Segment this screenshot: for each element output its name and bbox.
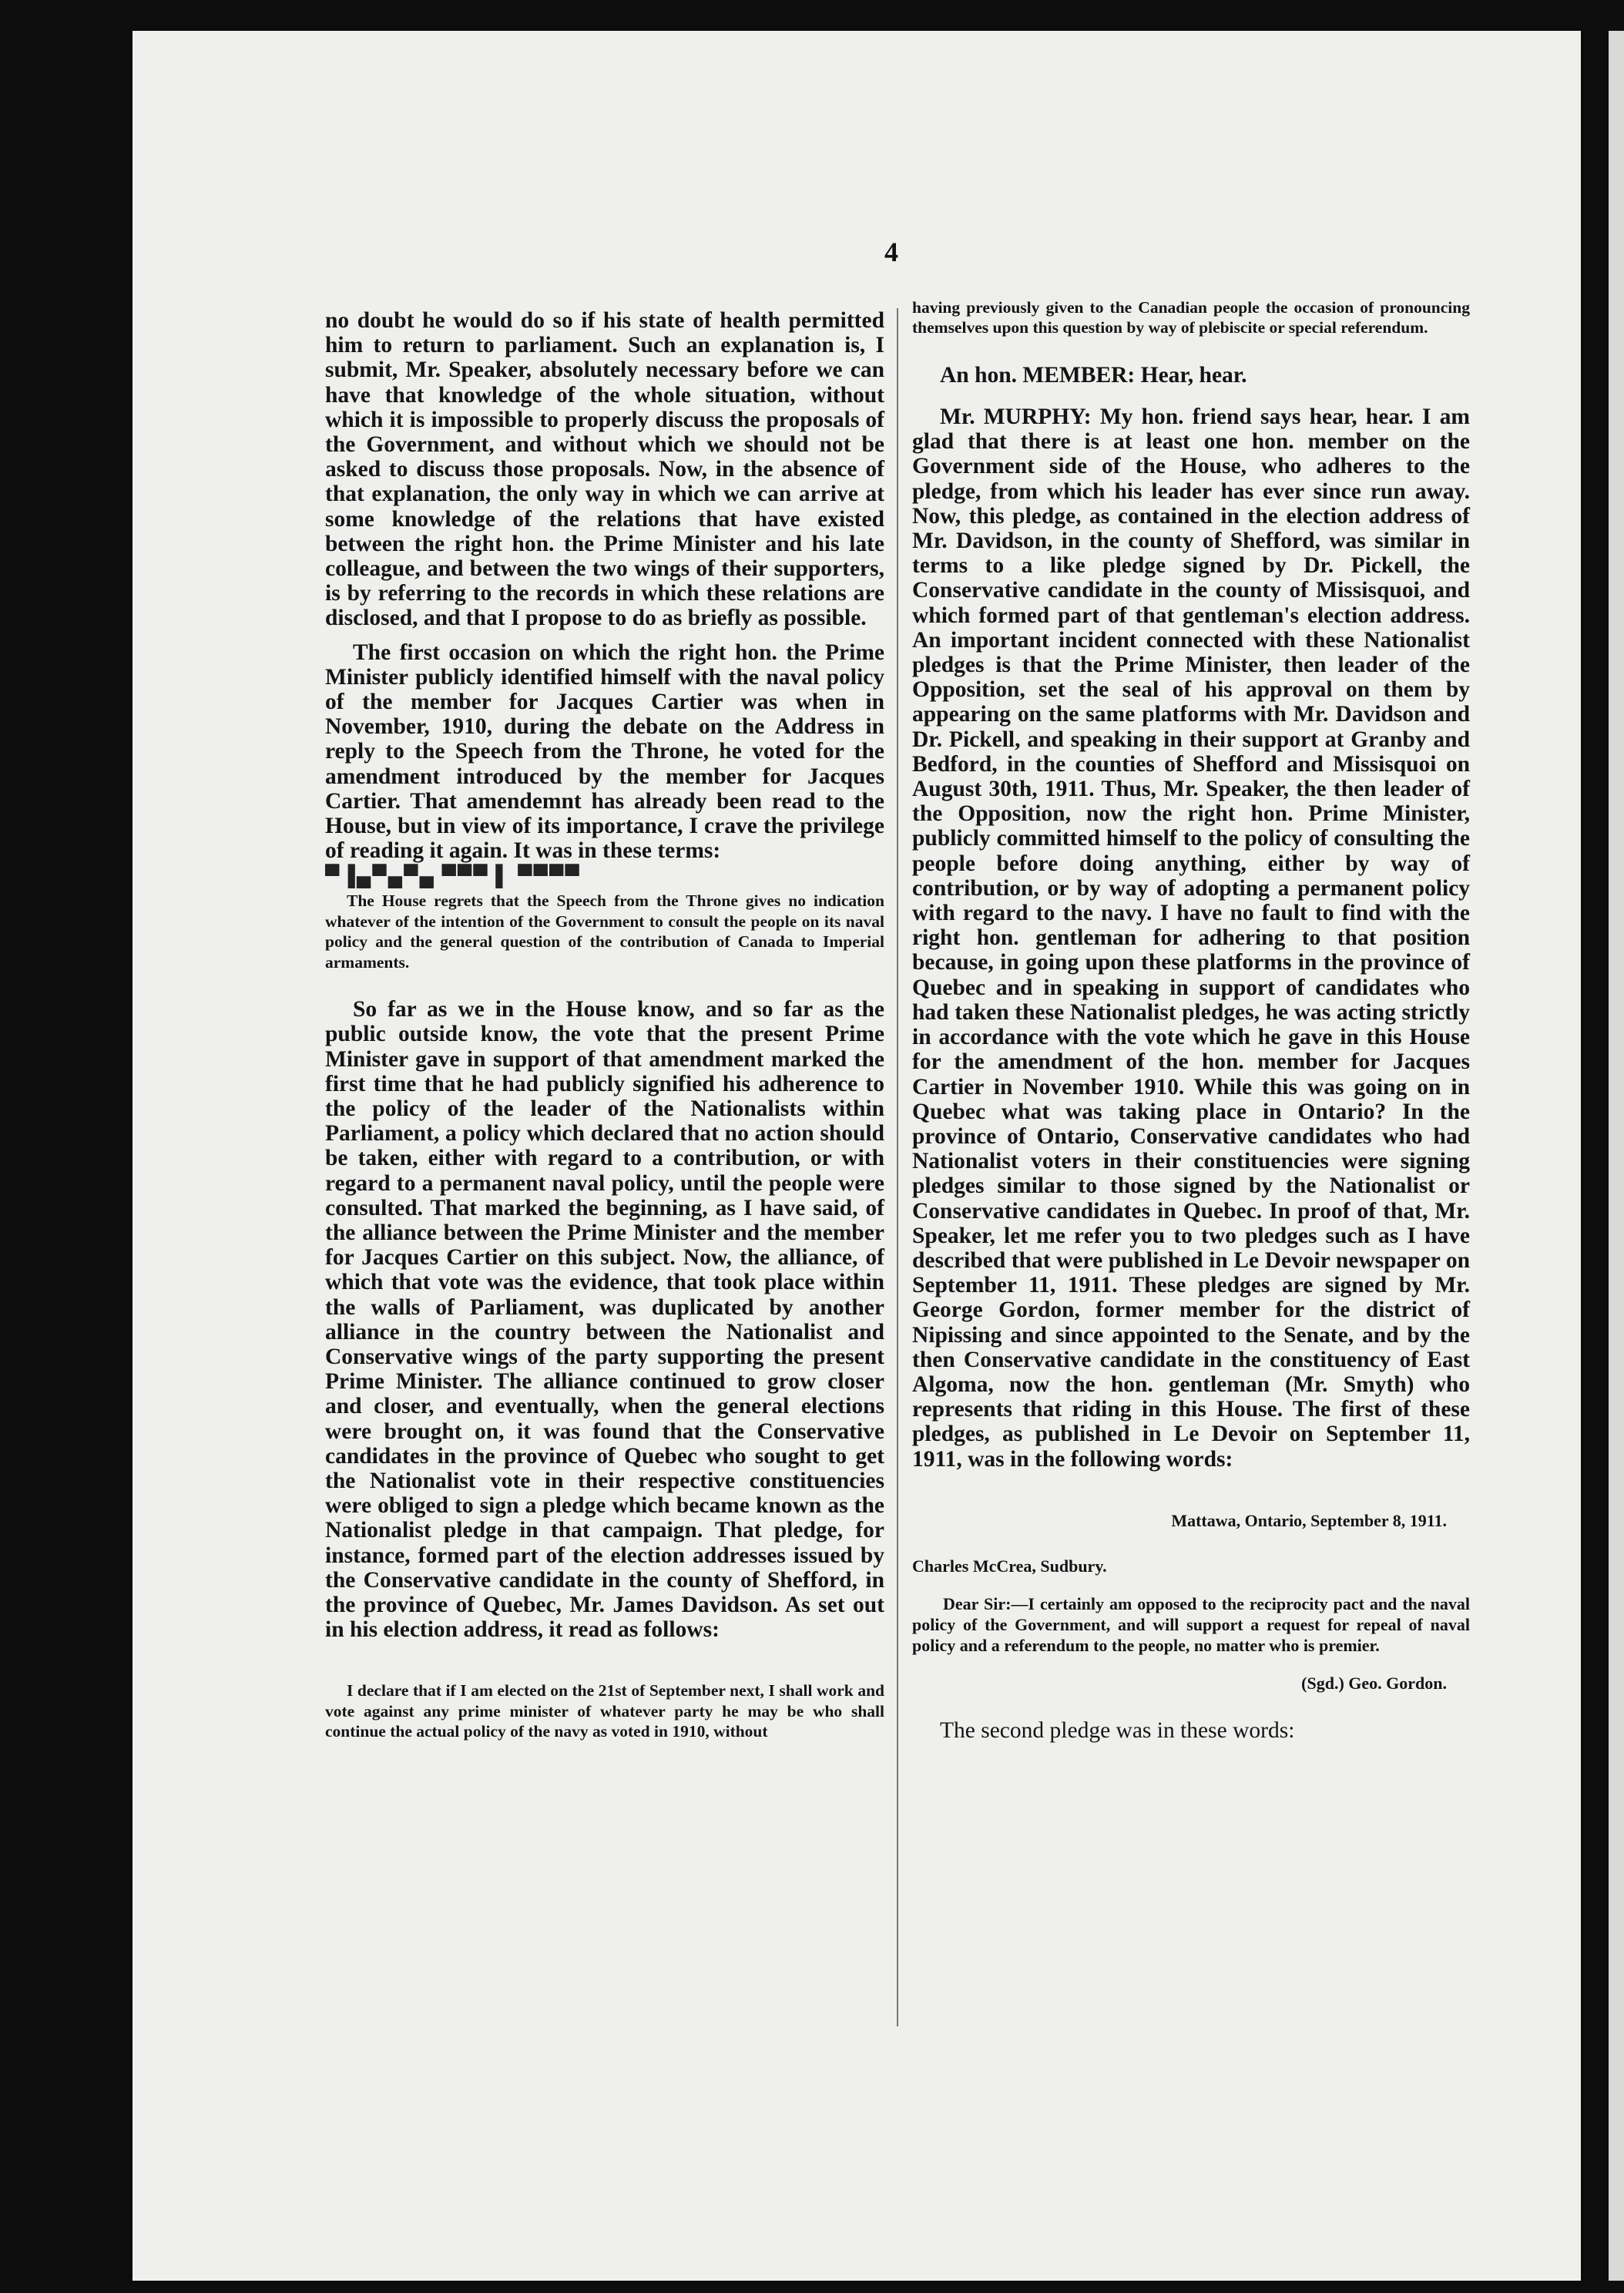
adjacent-page-edge: [1609, 31, 1624, 2281]
letter-dateline: Mattawa, Ontario, September 8, 1911.: [1171, 1510, 1447, 1530]
garbled-scan-line: ▀▐▄▀▄▀▄ ▀▀▀ ▌ ▀▀▀▀: [325, 864, 581, 888]
right-column: [912, 297, 1470, 1743]
paragraph: Mr. MURPHY: My hon. friend says hear, hear. I am glad that there is at least one hon. member on the Government side of the House, who adheres to the pledge, from which his leader has ever since run away. Now, this pledge, as contained in the election address of Mr. Davidson, in the county of Shefford, was similar in terms to a like pledge signed by Dr. Pickell, the Conservative candidate in the county of Missisquoi, and which formed part of that gentleman's election address. An important incident connected with these Nationalist pledges is that the Prime Minister, then leader of the Opposition, set the seal of his approval on them by appearing on the same platforms with Mr. Davidson and Dr. Pickell, and speaking in their support at Granby and Bedford, in the counties of Shefford and Missisquoi on August 30th, 1911. Thus, Mr. Speaker, the then leader of the Opposition, now the right hon. Prime Minister, publicly committed himself to the policy of consulting the people before doing anything, either by way of contribution, or by way of adopting a permanent policy with regard to the navy. I have no fault to find with the right hon. gentleman for adhering to that position because, in going upon these platforms in the province of Quebec and in speaking in support of candidates who had taken these Nationalist pledges, he was acting strictly in accordance with the vote which he gave in this House for the amendment of the hon. member for Jacques Cartier in November 1910. While this was going on in Quebec what was taking place in Ontario? In the province of Ontario, Conservative candidates who had Nationalist voters in their constituencies were signing pledges similar to those signed by the Nationalist or Conservative candidates in Quebec. In proof of that, Mr. Speaker, let me refer you to two pledges such as I have described that were published in Le Devoir newspaper on September 11, 1911. These pledges are signed by Mr. George Gordon, former member for the district of Nipissing and since appointed to the Senate, and by the then Conservative candidate in the constituency of East Algoma, now the hon. gentleman (Mr. Smyth) who represents that riding in this House. The first of these pledges, as published in Le Devoir on September 11, 1911, was in the following words:: [912, 405, 1470, 1472]
amendment-quote: The House regrets that the Speech from the Throne gives no indication whatever of the intention of the Government to consult the people on its naval policy and the general question of the contribution of Canada to Imperial armaments.: [325, 891, 884, 972]
pledge-quote-continued: having previously given to the Canadian people the occasion of pronouncing themselves upon this question by way of plebiscite or special referendum.: [912, 298, 1470, 337]
letter-body: Dear Sir:—I certainly am opposed to the reciprocity pact and the naval policy of the Government, and will support a request for repeal of naval policy and a referendum to the people, no matter who is premier.: [912, 1593, 1470, 1655]
page-number: 4: [884, 237, 898, 267]
paragraph: So far as we in the House know, and so far as the public outside know, the vote that the present Prime Minister gave in support of that amendment marked the first time that he had publicly signified his adherence to the policy of the leader of the Nationalists within Parliament, a policy which declared that no action should be taken, either with regard to a contribution, or with regard to a permanent naval policy, until the people were consulted. That marked the beginning, as I have said, of the alliance between the Prime Minister and the member for Jacques Cartier on this subject. Now, the alliance, of which that vote was the evidence, that took place within the walls of Parliament, was duplicated by another alliance in the country between the Nationalist and Conservative wings of the party supporting the present Prime Minister. The alliance continued to grow closer and closer, and eventually, when the general elections were brought on, it was found that the Conservative candidates in the province of Quebec who sought to get the Nationalist vote in their respective constituencies were obliged to sign a pledge which became known as the Nationalist pledge in that campaign. That pledge, for instance, formed part of the election addresses issued by the Conservative candidate in the county of Shefford, in the province of Quebec, Mr. James Davidson. As set out in his election address, it read as follows:: [325, 997, 884, 1643]
interjection: An hon. MEMBER: Hear, hear.: [940, 362, 1247, 388]
closing-line: The second pledge was in these words:: [940, 1717, 1295, 1743]
paragraph: The first occasion on which the right hon. the Prime Minister publicly identified himself with the naval policy of the member for Jacques Cartier was when in November, 1910, during the debate on the Address in reply to the Speech from the Throne, he voted for the amendment introduced by the member for Jacques Cartier. That amendemnt has already been read to the House, but in view of its importance, I crave the privilege of reading it again. It was in these terms:: [325, 640, 884, 864]
letter-signature: (Sgd.) Geo. Gordon.: [1301, 1673, 1447, 1693]
pledge-quote: I declare that if I am elected on the 21st of September next, I shall work and vote against any prime minister of whatever party he may be who shall continue the actual policy of the navy as voted in 1910, without: [325, 1681, 884, 1741]
paragraph: no doubt he would do so if his state of health permitted him to return to parliament. Such an explanation is, I submit, Mr. Speaker, absolutely necessary before we can have that knowledge of the whole situation, without which it is impossible to properly discuss the proposals of the Government, and without which we should not be asked to discuss those proposals. Now, in the absence of that explanation, the only way in which we can arrive at some knowledge of the relations that have existed between the right hon. the Prime Minister and his late colleague, and between the two wings of their supporters, is by referring to the records in which these relations are disclosed, and that I propose to do as briefly as possible.: [325, 308, 884, 631]
letter-addressee: Charles McCrea, Sudbury.: [912, 1556, 1107, 1576]
left-column: [325, 308, 884, 1742]
column-divider: [897, 308, 898, 2026]
pledge-letter: [912, 1510, 1470, 1694]
